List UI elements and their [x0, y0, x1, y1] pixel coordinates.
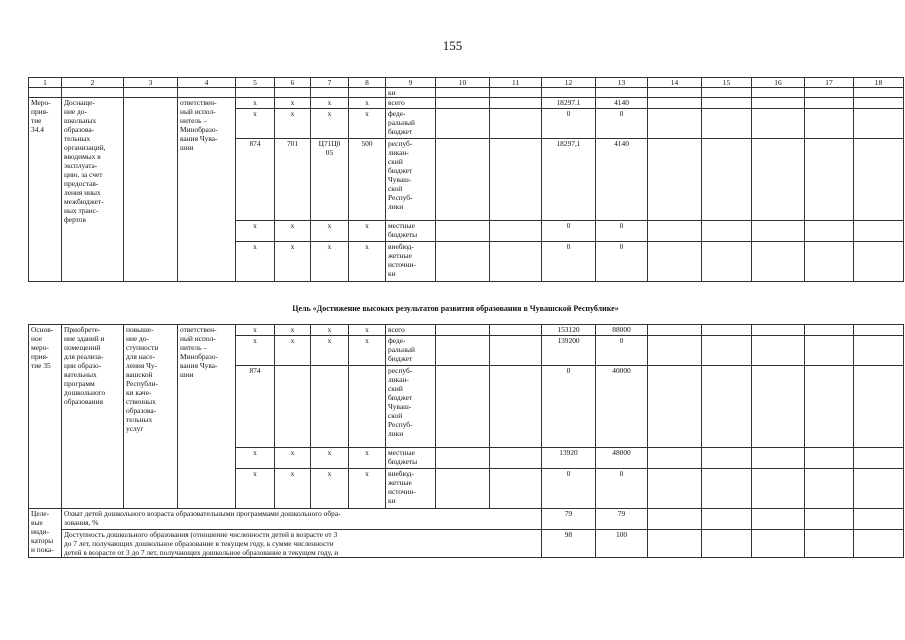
responsible-executor: ответствен- ный испол- нитель – Минобразо- вания Чува- шии — [178, 325, 236, 509]
cell: x — [275, 221, 311, 242]
cell — [311, 366, 349, 448]
cell: 4140 — [596, 139, 648, 221]
cell: x — [349, 325, 386, 336]
col-header: 10 — [436, 78, 490, 88]
cell: 40000 — [596, 366, 648, 448]
cell: 139200 — [542, 336, 596, 366]
measure-number: Основ- ное меро- прия- тие 35 — [29, 325, 62, 509]
funding-source: внебюд- жетные источни- ки — [386, 469, 436, 509]
cell: x — [275, 242, 311, 282]
indicator-row — [29, 509, 904, 530]
cell: x — [349, 109, 386, 139]
cell: x — [236, 221, 275, 242]
cell: 0 — [596, 469, 648, 509]
cell — [349, 366, 386, 448]
cell: x — [311, 469, 349, 509]
funding-source: всего — [386, 98, 436, 109]
cell: 874 — [236, 366, 275, 448]
page-number: 155 — [442, 38, 463, 53]
cell: x — [311, 448, 349, 469]
cell: x — [275, 98, 311, 109]
col-header: 14 — [648, 78, 702, 88]
indicators-label: Целе- вые инди- каторы и пока- — [29, 509, 62, 558]
indicator-row — [29, 530, 904, 558]
cell: 0 — [596, 242, 648, 282]
cell: x — [275, 469, 311, 509]
budget-table-lower — [28, 324, 904, 558]
cell: x — [311, 336, 349, 366]
cell: x — [311, 325, 349, 336]
cell: 0 — [542, 109, 596, 139]
measure-goal: повыше- ние до- ступности для насе- ления Чу- вашской Республи- ки каче- ственных образова- тельных услуг — [124, 325, 178, 509]
cell: x — [349, 98, 386, 109]
budget-table-upper — [28, 77, 904, 282]
cell: 0 — [596, 221, 648, 242]
measure-name: Доснаще- ние до- школьных образова- тельных организаций, вводимых в эксплуата- цию, за счет предостав- ления иных межбюджет- ных транс- фертов — [62, 98, 124, 282]
carryover-cell: ки — [386, 88, 436, 98]
col-header: 17 — [805, 78, 854, 88]
cell: 153120 — [542, 325, 596, 336]
cell: 18297,1 — [542, 139, 596, 221]
funding-source: внебюд- жетные источни- ки — [386, 242, 436, 282]
cell: x — [236, 469, 275, 509]
funding-source: феде- ральный бюджет — [386, 109, 436, 139]
cell — [275, 366, 311, 448]
cell: 500 — [349, 139, 386, 221]
cell: 0 — [596, 109, 648, 139]
cell: x — [275, 325, 311, 336]
col-header: 16 — [752, 78, 805, 88]
cell: 0 — [542, 366, 596, 448]
col-header: 2 — [62, 78, 124, 88]
col-header: 4 — [178, 78, 236, 88]
cell: 18297.1 — [542, 98, 596, 109]
col-header: 1 — [29, 78, 62, 88]
cell: 100 — [596, 530, 648, 558]
indicator-text: Охват детей дошкольного возраста образовательными программами дошкольного обра- зования, % — [62, 509, 542, 530]
table-row — [29, 325, 904, 336]
cell: x — [275, 336, 311, 366]
cell: x — [349, 242, 386, 282]
cell: x — [311, 109, 349, 139]
cell: 48000 — [596, 448, 648, 469]
cell: 88000 — [596, 325, 648, 336]
cell: x — [311, 98, 349, 109]
cell: 0 — [542, 221, 596, 242]
cell: 79 — [542, 509, 596, 530]
col-header: 15 — [702, 78, 752, 88]
cell: x — [349, 221, 386, 242]
col-header: 18 — [854, 78, 904, 88]
carryover-row — [29, 88, 904, 98]
col-header: 9 — [386, 78, 436, 88]
cell: x — [236, 242, 275, 282]
cell: x — [349, 336, 386, 366]
cell: x — [349, 469, 386, 509]
cell: 79 — [596, 509, 648, 530]
cell: 0 — [542, 242, 596, 282]
col-header: 12 — [542, 78, 596, 88]
funding-source: местные бюджеты — [386, 448, 436, 469]
cell: x — [236, 336, 275, 366]
cell: 0 — [542, 469, 596, 509]
col-header: 7 — [311, 78, 349, 88]
cell: 13920 — [542, 448, 596, 469]
cell: 4140 — [596, 98, 648, 109]
cell: Ц71Ц0 05 — [311, 139, 349, 221]
funding-source: феде- ральный бюджет — [386, 336, 436, 366]
column-number-row — [29, 78, 904, 88]
funding-source: местные бюджеты — [386, 221, 436, 242]
responsible-executor: ответствен- ный испол- нитель – Минобразо- вания Чува- шии — [178, 98, 236, 282]
col-header: 8 — [349, 78, 386, 88]
measure-goal — [124, 98, 178, 282]
cell: x — [236, 109, 275, 139]
col-header: 13 — [596, 78, 648, 88]
cell: 701 — [275, 139, 311, 221]
funding-source: респуб- ликан- ский бюджет Чуваш- ской Респуб- лики — [386, 139, 436, 221]
cell: x — [349, 448, 386, 469]
measure-number: Меро- прия- тие 34.4 — [29, 98, 62, 282]
col-header: 3 — [124, 78, 178, 88]
col-header: 5 — [236, 78, 275, 88]
cell: x — [236, 448, 275, 469]
funding-source: респуб- ликан- ский бюджет Чуваш- ской Респуб- лики — [386, 366, 436, 448]
cell: 98 — [542, 530, 596, 558]
cell: x — [275, 448, 311, 469]
measure-name: Приобрете- ние зданий и помещений для реализа- ции образо- вательных программ дошкольного образования — [62, 325, 124, 509]
cell: 874 — [236, 139, 275, 221]
cell: x — [236, 98, 275, 109]
cell: x — [236, 325, 275, 336]
col-header: 6 — [275, 78, 311, 88]
table-row — [29, 98, 904, 109]
funding-source: всего — [386, 325, 436, 336]
cell: x — [311, 242, 349, 282]
goal-heading: Цель «Достижение высоких результатов развития образования в Чувашской Республике» — [292, 304, 619, 313]
indicator-text: Доступность дошкольного образования (отношение численности детей в возрасте от 3 до 7 лет, получающих дошкольное образование в текущем году, к сумме численности детей в возрасте от 3 до 7 лет, получающих дошкольное образование в текущем году, и — [62, 530, 542, 558]
cell: x — [311, 221, 349, 242]
col-header: 11 — [490, 78, 542, 88]
cell: x — [275, 109, 311, 139]
cell: 0 — [596, 336, 648, 366]
